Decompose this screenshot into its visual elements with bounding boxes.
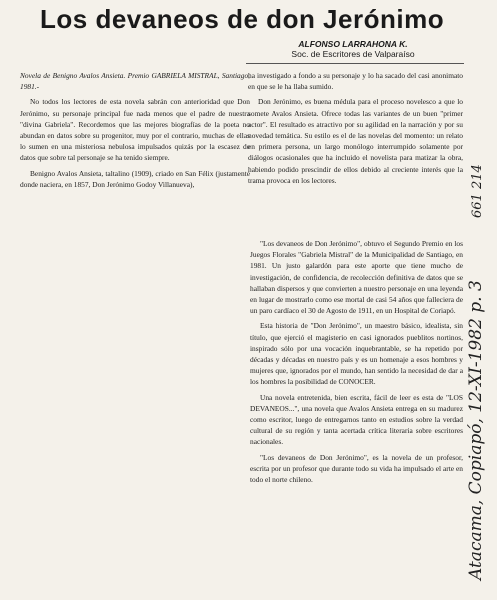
paragraph: Benigno Avalos Ansieta, taltalino (1909), criado en San Félix (justamente donde naciera, en 1857, Don Jerónimo Godoy Villanueva),	[20, 168, 250, 189]
right-column-top	[248, 70, 463, 190]
author-name: ALFONSO LARRAHONA K.	[298, 39, 408, 49]
paragraph: "Los devaneos de Don Jerónimo", es la novela de un profesor, escrita por un profesor que durante todo su vida ha impulsado el arte en todo el norte chileno.	[250, 452, 463, 485]
paragraph: Don Jerónimo, es buena médula para el proceso novelesco a que lo somete Avalos Ansieta. Ofrece todas las variantes de un buen "primer actor". El resultado es atractivo por su agilidad en la narración y por su novedad temática. Su estilo es el de las novelas del momento: un relato en primera persona, un largo monólogo interrumpido solamente por diálogos ocasionales que ha incluido el novelista para matizar la obra, habiendo podido prescindir de ellos debido al creciente interés que la trama provoca en los lectores.	[248, 97, 463, 185]
article-title: Los devaneos de don Jerónimo	[40, 4, 445, 34]
paragraph: Una novela entretenida, bien escrita, fácil de leer es esta de "LOS DEVANEOS...", una novela que Avalos Ansieta entrega en su madurez como escritor, luego de entregarnos tanto en estudios sobre la verdad cultural de su región y tanta acertada crítica literaria sobre escritores nacionales.	[250, 392, 463, 447]
paragraph: ha investigado a fondo a su personaje y lo ha sacado del casi anonimato en que se le ha llaba sumido.	[248, 71, 463, 92]
byline	[253, 39, 453, 59]
left-column	[20, 70, 250, 194]
paragraph: Esta historia de "Don Jerónimo", un maestro básico, idealista, sin título, que ejerció el magisterio en casi ignorados pueblitos nortinos, inspirado sólo por una vocación inquebrantable, se ha repetido por décadas y décadas en nuestro país y es un homenaje a esos hombres y mujeres que, ignorados por el mundo, han sentido la necesidad de dar a los hombres la posibilidad de CONOCER.	[250, 321, 463, 387]
byline-divider	[246, 63, 464, 64]
catalog-number: 661 214	[470, 164, 485, 218]
handwritten-source-note: Atacama, Copiapó, 12-XI-1982 p. 3	[466, 280, 486, 580]
right-column-bottom	[250, 238, 463, 489]
paragraph: No todos los lectores de esta novela sabrán con anterioridad que Don Jerónimo, su personaje principal fue nada menos que el padre de nuestra "divina Gabriela". Recordemos que las mejores biografías de la poeta no abundan en datos sobre su progenitor, muy por el contrario, muchas de ellas lo sumen en una misteriosa nebulosa impulsados quizás por la escasez de datos que sobre tal personaje se ha tenido siempre.	[20, 97, 250, 163]
epigraph: Novela de Benigno Avalos Ansieta. Premio GABRIELA MISTRAL, Santiago, 1981.-	[20, 71, 250, 92]
author-affiliation: Soc. de Escritores de Valparaíso	[291, 49, 415, 59]
paragraph: "Los devaneos de Don Jerónimo", obtuvo el Segundo Premio en los Juegos Florales "Gabriela Mistral" de la Municipalidad de Santiago, en 1981. Un justo galardón para este aporte que tiene mucho de investigación, de confidencia, de recolección definitiva de datos que se hallaban dispersos y que convierten a nuestro personaje en una leyenda en lugar de mostrarlo como ese mortal de casi 54 años que falleciera de un paro cardíaco el 30 de Agosto de 1911, en un Hospital de Coriapó.	[250, 239, 463, 316]
